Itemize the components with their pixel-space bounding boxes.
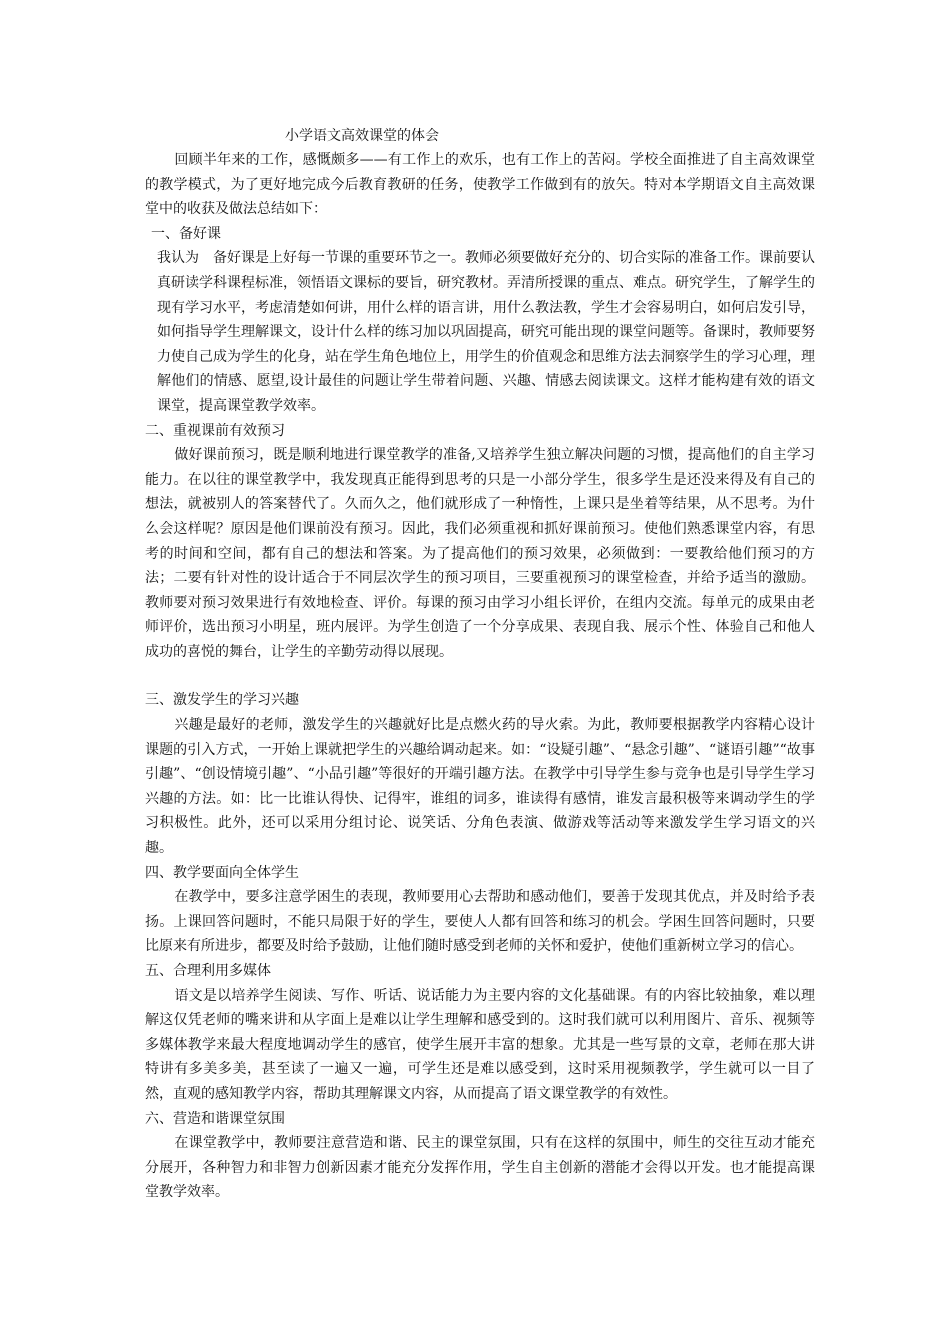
section-paragraph: 在教学中，要多注意学困生的表现，教师要用心去帮助和感动他们，要善于发现其优点，并及时给予表扬。上课回答问题时，不能只局限于好的学生，要使人人都有回答和练习的机会。学困生回答问题时，只要比原来有所进步，都要及时给予鼓励，让他们随时感受到老师的关怀和爱护，使他们重新树立学习的信心。	[145, 889, 815, 955]
section-heading: 六、营造和谐课堂氛围	[145, 1110, 285, 1127]
section-heading: 四、教学要面向全体学生	[145, 864, 299, 881]
section-paragraph: 兴趣是最好的老师，激发学生的兴趣就好比是点燃火药的导火索。为此，教师要根据教学内容精心设计课题的引入方式，一开始上课就把学生的兴趣给调动起来。如：“设疑引趣”、“悬念引趣”、“谜语引趣”“故事引趣”、“创设情境引趣”、“小品引趣”等很好的开端引趣方法。在教学中引导学生参与竞争也是引导学生学习兴趣的方法。如：比一比谁认得快、记得牢，谁组的词多，谁读得有感情，谁发言最积极等来调动学生的学习积极性。此外，还可以采用分组讨论、说笑话、分角色表演、做游戏等活动等来激发学生学习语文的兴趣。	[145, 717, 815, 857]
section-heading: 三、激发学生的学习兴趣	[145, 692, 299, 709]
section-paragraph: 在课堂教学中，教师要注意营造和谐、民主的课堂氛围，只有在这样的氛围中，师生的交往互动才能充分展开，各种智力和非智力创新因素才能充分发挥作用，学生自主创新的潜能才会得以开发。也才能提高课堂教学效率。	[145, 1135, 815, 1201]
section-heading: 五、合理利用多媒体	[145, 963, 271, 979]
intro-paragraph: 回顾半年来的工作，感慨颇多——有工作上的欢乐，也有工作上的苦闷。学校全面推进了自主高效课堂的教学模式，为了更好地完成今后教育教研的任务，使教学工作做到有的放矢。特对本学期语文自主高效课堂中的收获及做法总结如下：	[145, 152, 815, 218]
section-heading: 二、重视课前有效预习	[145, 422, 285, 439]
document-title: 小学语文高效课堂的体会	[285, 128, 439, 144]
section-paragraph: 我认为 备好课是上好每一节课的重要环节之一。教师必须要做好充分的、切合实际的准备工作。课前要认真研读学科课程标准，领悟语文课标的要旨，研究教材。弄清所授课的重点、难点。研究学生，了解学生的现有学习水平，考虑清楚如何讲，用什么样的语言讲，用什么教法教，学生才会容易明白，如何启发引导，如何指导学生理解课文，设计什么样的练习加以巩固提高，研究可能出现的课堂问题等。备课时，教师要努力使自己成为学生的化身，站在学生角色地位上，用学生的价值观念和思维方法去洞察学生的学习心理，理解他们的情感、愿望,设计最佳的问题让学生带着问题、兴趣、情感去阅读课文。这样才能构建有效的语文课堂，提高课堂教学效率。	[157, 250, 815, 414]
document-page	[145, 124, 815, 1205]
section-heading: 一、备好课	[151, 225, 221, 242]
paragraph-gap	[145, 664, 815, 688]
section-paragraph: 语文是以培养学生阅读、写作、听话、说话能力为主要内容的文化基础课。有的内容比较抽象，难以理解这仅凭老师的嘴来讲和从字面上是难以让学生理解和感受到的。这时我们就可以利用图片、音乐、视频等多媒体教学来最大程度地调动学生的感官，使学生展开丰富的想象。尤其是一些写景的文章，老师在那大讲特讲有多美多美，甚至读了一遍又一遍，可学生还是难以感受到，这时采用视频教学，学生就可以一目了然，直观的感知教学内容，帮助其理解课文内容，从而提高了语文课堂教学的有效性。	[145, 987, 815, 1102]
section-paragraph: 做好课前预习，既是顺利地进行课堂教学的准备,又培养学生独立解决问题的习惯，提高他们的自主学习能力。在以往的课堂教学中，我发现真正能得到思考的只是一小部分学生，很多学生是还没来得及有自己的想法，就被别人的答案替代了。久而久之，他们就形成了一种惰性，上课只是坐着等结果，从不思考。为什么会这样呢？原因是他们课前没有预习。因此，我们必须重视和抓好课前预习。使他们熟悉课堂内容，有思考的时间和空间，都有自己的想法和答案。为了提高他们的预习效果，必须做到：一要教给他们预习的方法；二要有针对性的设计适合于不同层次学生的预习项目，三要重视预习的课堂检查，并给予适当的激励。教师要对预习效果进行有效地检查、评价。每课的预习由学习小组长评价，在组内交流。每单元的成果由老师评价，选出预习小明星，班内展评。为学生创造了一个分享成果、表现自我、展示个性、体验自己和他人成功的喜悦的舞台，让学生的辛勤劳动得以展现。	[145, 447, 815, 660]
